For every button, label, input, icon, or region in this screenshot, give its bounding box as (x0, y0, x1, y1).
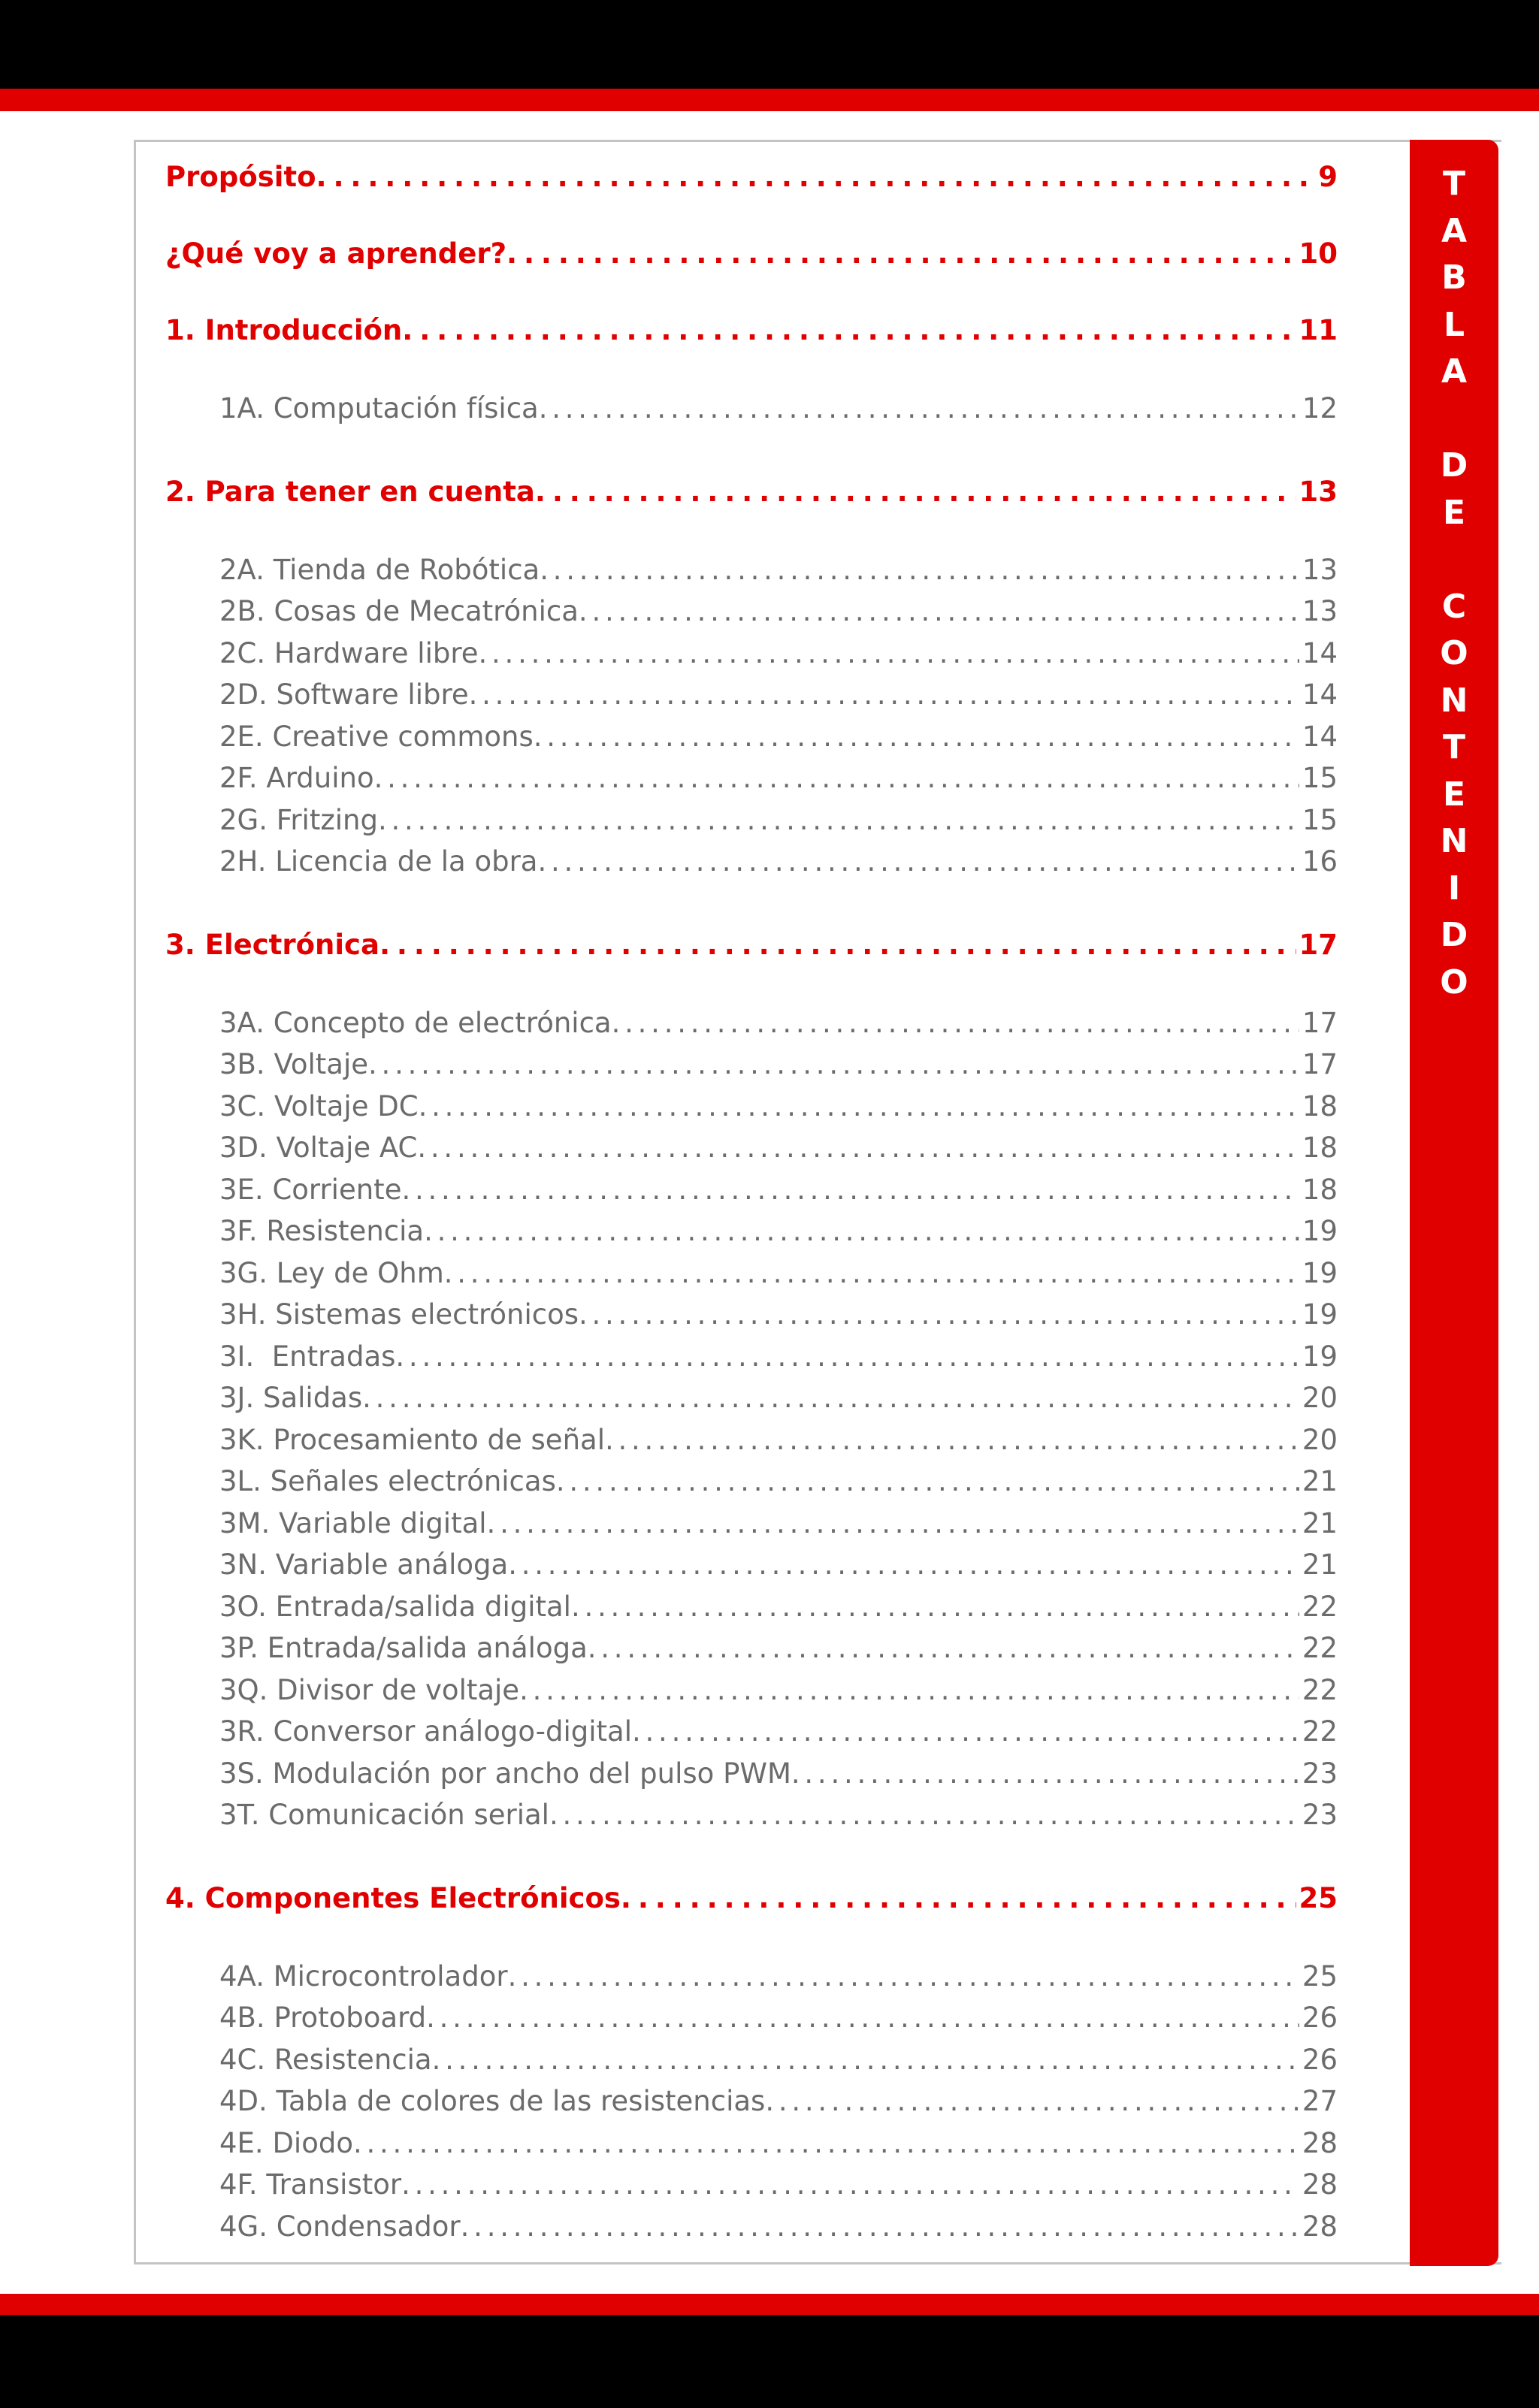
toc-dot-leader (579, 1295, 1299, 1334)
toc-entry-label: 3A. Concepto de electrónica (219, 1006, 612, 1039)
toc-dot-leader (621, 1879, 1296, 1918)
toc-page-number: 21 (1302, 1465, 1338, 1497)
toc-page-number: 20 (1302, 1423, 1338, 1456)
toc-page-number: 11 (1299, 314, 1338, 346)
toc-page-number: 19 (1302, 1215, 1338, 1247)
toc-entry-label: 2A. Tienda de Robótica (219, 553, 540, 586)
toc-section-entry[interactable] (219, 1254, 1338, 1293)
toc-section-entry[interactable] (219, 1754, 1338, 1793)
toc-chapter-entry[interactable] (165, 473, 1338, 512)
toc-dot-leader (374, 759, 1299, 798)
toc-dot-leader (316, 158, 1316, 197)
toc-dot-leader (632, 1712, 1299, 1751)
toc-chapter-entry[interactable] (165, 311, 1338, 350)
toc-section-entry[interactable] (219, 1999, 1338, 2038)
toc-entry-label: 2. Para tener en cuenta (165, 475, 535, 508)
toc-dot-leader (395, 1337, 1299, 1376)
toc-entry-label: 2H. Licencia de la obra (219, 845, 538, 878)
toc-section-entry[interactable] (219, 1545, 1338, 1585)
toc-page-number: 22 (1302, 1673, 1338, 1706)
toc-dot-leader (401, 1171, 1299, 1210)
toc-dot-leader (469, 675, 1299, 715)
toc-page-number: 14 (1302, 678, 1338, 711)
toc-page-number: 13 (1299, 475, 1338, 508)
toc-section-entry[interactable] (219, 1379, 1338, 1418)
toc-section-entry[interactable] (219, 2165, 1338, 2204)
side-title-letter: I (1447, 869, 1461, 908)
toc-entry-label: 3Q. Divisor de voltaje (219, 1673, 520, 1706)
toc-entry-label: 4D. Tabla de colores de las resistencias (219, 2085, 766, 2117)
toc-dot-leader (791, 1754, 1299, 1793)
toc-dot-leader (540, 551, 1299, 590)
toc-dot-leader (556, 1462, 1299, 1501)
toc-page-number: 18 (1302, 1173, 1338, 1206)
toc-page-number: 27 (1302, 2085, 1338, 2117)
toc-dot-leader (424, 1212, 1299, 1251)
toc-page-number: 18 (1302, 1131, 1338, 1164)
toc-entry-label: 2B. Cosas de Mecatrónica (219, 595, 579, 627)
toc-section-entry[interactable] (219, 801, 1338, 840)
toc-page-number: 19 (1302, 1298, 1338, 1331)
toc-entry-label: 3B. Voltaje (219, 1048, 369, 1080)
toc-chapter-entry[interactable] (165, 926, 1338, 965)
side-title-letter: N (1440, 681, 1468, 720)
toc-entry-label: 3L. Señales electrónicas (219, 1465, 556, 1497)
side-title-letter: E (1442, 775, 1466, 814)
side-title-letter: O (1440, 962, 1468, 1002)
toc-dot-leader (368, 1045, 1299, 1084)
toc-section-entry[interactable] (219, 842, 1338, 881)
side-title-letter: A (1441, 352, 1468, 391)
toc-section-entry[interactable] (219, 1171, 1338, 1210)
toc-entry-label: 1. Introducción (165, 314, 403, 346)
toc-section-entry[interactable] (219, 1796, 1338, 1835)
toc-entry-label: 3E. Corriente (219, 1173, 402, 1206)
toc-dot-leader (461, 2207, 1299, 2246)
toc-chapter-entry[interactable] (165, 1879, 1338, 1918)
toc-dot-leader (362, 1379, 1299, 1418)
toc-dot-leader (579, 592, 1299, 631)
toc-entry-label: 3F. Resistencia (219, 1215, 425, 1247)
toc-page-number: 14 (1302, 636, 1338, 669)
toc-section-entry[interactable] (219, 2207, 1338, 2246)
toc-dot-leader (571, 1588, 1299, 1627)
toc-entry-label: 3M. Variable digital (219, 1506, 487, 1539)
toc-entry-label: 4A. Microcontrolador (219, 1959, 508, 1993)
side-title-letter: D (1440, 446, 1468, 485)
toc-page-number: 28 (1302, 2210, 1338, 2243)
toc-page-number: 28 (1302, 2168, 1338, 2201)
toc-page-number: 19 (1302, 1340, 1338, 1373)
toc-section-entry[interactable] (219, 551, 1338, 590)
toc-dot-leader (419, 1087, 1299, 1126)
toc-page-number: 21 (1302, 1548, 1338, 1581)
toc-section-entry[interactable] (219, 1212, 1338, 1251)
toc-dot-leader (534, 718, 1299, 757)
toc-dot-leader (535, 473, 1296, 512)
toc-dot-leader (508, 1957, 1299, 1996)
toc-section-entry[interactable] (219, 675, 1338, 715)
toc-entry-label: 3I. Entradas (219, 1340, 396, 1373)
toc-dot-leader (605, 1421, 1299, 1460)
toc-dot-leader (508, 1545, 1299, 1585)
toc-page-number: 13 (1302, 595, 1338, 627)
toc-dot-leader (549, 1796, 1299, 1835)
toc-page-number: 20 (1302, 1382, 1338, 1414)
toc-page-number: 21 (1302, 1506, 1338, 1539)
toc-dot-leader (401, 2165, 1299, 2204)
toc-entry-label: 3J. Salidas (219, 1382, 363, 1414)
toc-dot-leader (378, 801, 1299, 840)
side-title-letter: O (1440, 634, 1468, 672)
toc-entry-label: 2F. Arduino (219, 762, 374, 794)
toc-section-entry[interactable] (219, 718, 1338, 757)
toc-entry-label: 1A. Computación física (219, 392, 539, 424)
toc-dot-leader (444, 1254, 1299, 1293)
toc-entry-label: 3G. Ley de Ohm (219, 1256, 444, 1289)
toc-page-number: 28 (1302, 2126, 1338, 2159)
toc-entry-label: 4. Componentes Electrónicos (165, 1881, 621, 1914)
toc-dot-leader (487, 1504, 1299, 1543)
toc-page-number: 9 (1318, 161, 1338, 193)
toc-page-number: 18 (1302, 1089, 1338, 1122)
toc-section-entry[interactable] (219, 1087, 1338, 1126)
toc-page-number: 17 (1302, 1048, 1338, 1080)
toc-entry-label: 4G. Condensador (219, 2210, 461, 2243)
toc-section-entry[interactable] (219, 1588, 1338, 1627)
toc-section-entry[interactable] (219, 1462, 1338, 1501)
toc-entry-label: Propósito (165, 161, 316, 193)
toc-entry-label: 2C. Hardware libre (219, 636, 479, 669)
side-title-letter: E (1442, 493, 1466, 532)
toc-page-number: 16 (1302, 845, 1338, 878)
toc-dot-leader (426, 1999, 1299, 2038)
toc-entry-label: 3O. Entrada/salida digital (219, 1590, 571, 1623)
toc-page-number: 17 (1299, 928, 1338, 961)
toc-dot-leader (417, 1128, 1299, 1168)
bottom-black-band (0, 2315, 1539, 2408)
toc-section-entry[interactable] (219, 1957, 1338, 1996)
toc-page-number: 22 (1302, 1715, 1338, 1748)
side-title-letter: N (1440, 822, 1468, 860)
toc-entry-label: 4B. Protoboard (219, 2002, 427, 2034)
toc-entry-label: 3C. Voltaje DC (219, 1089, 419, 1122)
toc-section-entry[interactable] (219, 2124, 1338, 2163)
toc-page-number: 22 (1302, 1632, 1338, 1664)
toc-entry-label: 3T. Comunicación serial (219, 1799, 549, 1831)
toc-dot-leader (519, 1671, 1299, 1710)
toc-section-entry[interactable] (219, 759, 1338, 798)
toc-dot-leader (537, 842, 1299, 881)
toc-section-entry[interactable] (219, 1712, 1338, 1751)
toc-section-entry[interactable] (219, 1295, 1338, 1334)
toc-page-number: 25 (1302, 1959, 1338, 1993)
toc-entry-label: 3R. Conversor análogo-digital (219, 1715, 633, 1748)
toc-page-number: 25 (1299, 1881, 1338, 1914)
toc-dot-leader (539, 389, 1299, 428)
toc-entry-label: 4C. Resistencia (219, 2043, 432, 2076)
toc-dot-leader (353, 2124, 1299, 2163)
toc-section-entry[interactable] (219, 389, 1338, 428)
side-title-letter: T (1442, 165, 1465, 203)
toc-section-entry[interactable] (219, 1504, 1338, 1543)
toc-dot-leader (612, 1004, 1299, 1043)
toc-section-entry[interactable] (219, 1128, 1338, 1168)
toc-dot-leader (588, 1629, 1299, 1668)
toc-page-number: 26 (1302, 2002, 1338, 2034)
side-title-letter: T (1442, 728, 1465, 766)
side-title-letter: C (1441, 587, 1467, 626)
toc-page-number: 23 (1302, 1799, 1338, 1831)
toc-dot-leader (506, 234, 1296, 273)
toc-section-entry[interactable] (219, 592, 1338, 631)
toc-page-number: 26 (1302, 2043, 1338, 2076)
toc-section-entry[interactable] (219, 1629, 1338, 1668)
toc-section-entry[interactable] (219, 1045, 1338, 1084)
toc-section-entry[interactable] (219, 1671, 1338, 1710)
toc-dot-leader (432, 2041, 1299, 2080)
bottom-red-stripe (0, 2294, 1539, 2315)
side-title-letter: L (1443, 305, 1465, 344)
toc-page-number: 19 (1302, 1256, 1338, 1289)
toc-entry-label: 2G. Fritzing (219, 803, 378, 836)
toc-dot-leader (765, 2082, 1299, 2121)
toc-section-entry[interactable] (219, 2082, 1338, 2121)
toc-section-entry[interactable] (219, 1337, 1338, 1376)
side-title-letter: B (1441, 258, 1467, 297)
toc-dot-leader (402, 311, 1296, 350)
toc-entry-label: 3P. Entrada/salida análoga (219, 1632, 588, 1664)
toc-chapter-entry[interactable] (165, 234, 1338, 273)
toc-dot-leader (379, 926, 1296, 965)
toc-entry-label: ¿Qué voy a aprender? (165, 237, 507, 270)
toc-page-number: 12 (1302, 392, 1338, 424)
toc-chapter-entry[interactable] (165, 158, 1338, 197)
toc-entry-label: 3N. Variable análoga (219, 1548, 509, 1581)
toc-page-number: 15 (1302, 803, 1338, 836)
toc-page-number: 22 (1302, 1590, 1338, 1623)
toc-section-entry[interactable] (219, 2041, 1338, 2080)
toc-entry-label: 4E. Diodo (219, 2126, 353, 2159)
toc-entry-label: 3K. Procesamiento de señal (219, 1423, 605, 1456)
toc-entry-label: 4F. Transistor (219, 2168, 402, 2201)
toc-entry-label: 3S. Modulación por ancho del pulso PWM (219, 1757, 791, 1790)
toc-dot-leader (479, 634, 1299, 673)
side-title-letter: A (1441, 211, 1468, 250)
toc-entry-label: 2D. Software libre (219, 678, 469, 711)
toc-page-number: 13 (1302, 553, 1338, 586)
toc-entry-label: 3H. Sistemas electrónicos (219, 1298, 579, 1331)
toc-page-number: 14 (1302, 720, 1338, 753)
toc-entry-label: 3D. Voltaje AC (219, 1131, 418, 1164)
toc-page-number: 23 (1302, 1757, 1338, 1790)
toc-entry-label: 3. Electrónica (165, 928, 379, 961)
toc-page-number: 10 (1299, 237, 1338, 270)
toc-page-number: 15 (1302, 762, 1338, 794)
toc-page-number: 17 (1302, 1006, 1338, 1039)
toc-section-entry[interactable] (219, 1004, 1338, 1043)
toc-section-entry[interactable] (219, 634, 1338, 673)
toc-section-entry[interactable] (219, 1421, 1338, 1460)
side-title-letter: D (1440, 916, 1468, 954)
toc-entry-label: 2E. Creative commons (219, 720, 534, 753)
